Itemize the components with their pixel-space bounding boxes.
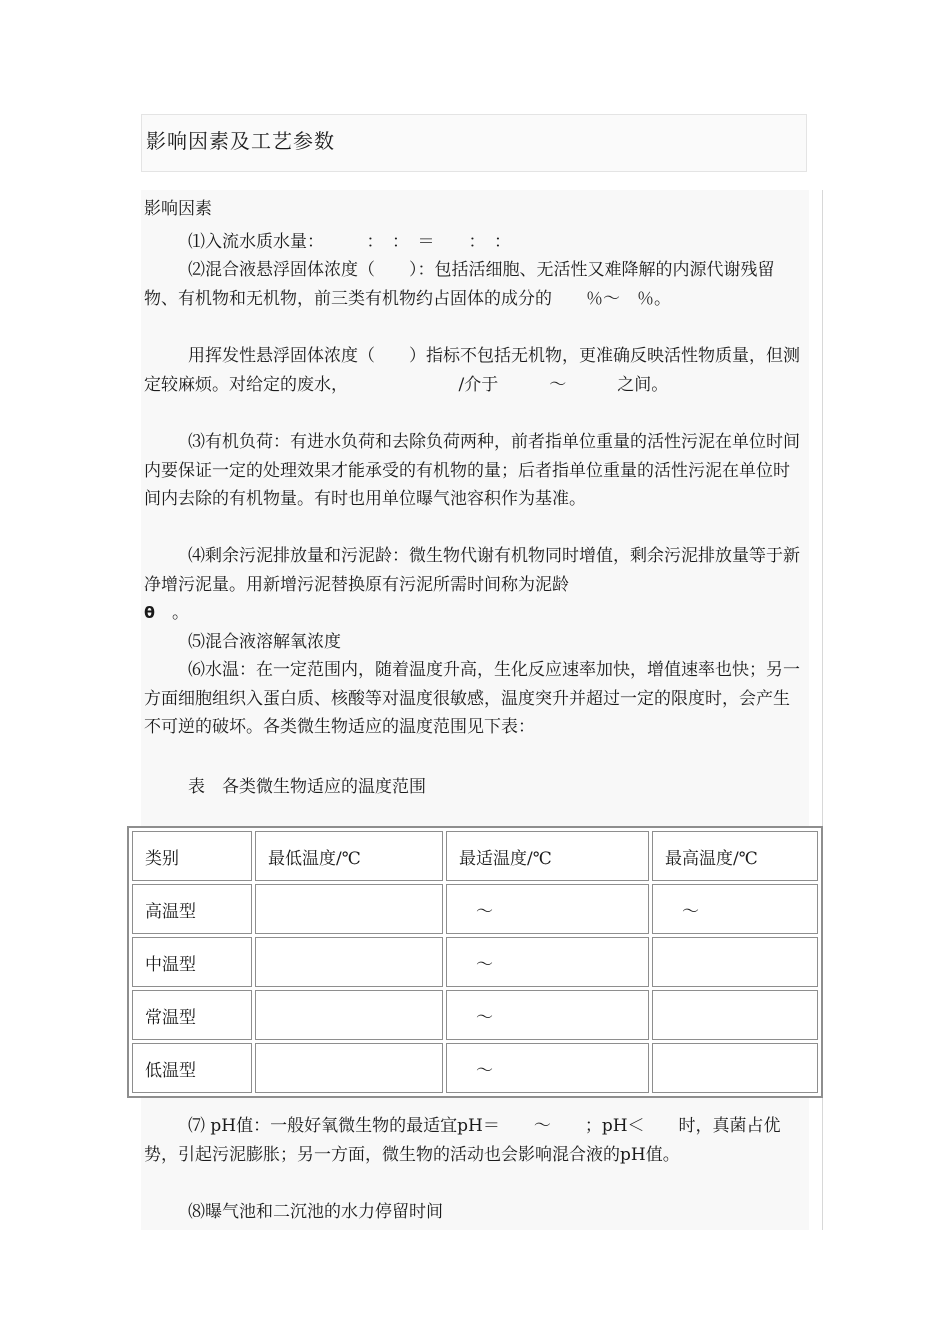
table-row bbox=[132, 990, 818, 1040]
table-row bbox=[132, 884, 818, 934]
table-cell: 中温型 bbox=[132, 937, 252, 987]
table-cell: ～ bbox=[652, 884, 818, 934]
paragraph-water-temp: ⑹水温：在一定范围内，随着温度升高，生化反应速率加快，增值速率也快；另一方面细胞组织入蛋白质、核酸等对温度很敏感，温度突升并超过一定的限度时，会产生不可逆的破坏。各类微生物适应的温度范围见下表： bbox=[144, 660, 800, 737]
table-cell: ～ bbox=[446, 884, 649, 934]
table-cell: 低温型 bbox=[132, 1043, 252, 1093]
paragraph-inflow: ⑴入流水质水量： ： ： ＝ ： ： bbox=[188, 232, 511, 252]
paragraph-mlvss: 用挥发性悬浮固体浓度（ ）指标不包括无机物，更准确反映活性物质量，但测定较麻烦。对给定的废水， /介于 ～ 之间。 bbox=[144, 346, 800, 395]
table-cell: ～ bbox=[446, 937, 649, 987]
theta-symbol: θ bbox=[144, 603, 155, 622]
section-heading: 影响因素 bbox=[144, 199, 212, 219]
title-box bbox=[141, 114, 807, 172]
table-cell bbox=[255, 990, 443, 1040]
table-cell: ～ bbox=[446, 990, 649, 1040]
table-cell: 常温型 bbox=[132, 990, 252, 1040]
table-cell bbox=[652, 990, 818, 1040]
table-row bbox=[132, 937, 818, 987]
table-cell bbox=[255, 1043, 443, 1093]
table-cell bbox=[255, 937, 443, 987]
table-header-row bbox=[132, 831, 818, 881]
paragraph-retention-time: ⑻曝气池和二沉池的水力停留时间 bbox=[188, 1202, 443, 1222]
header-cell: 类别 bbox=[132, 831, 252, 881]
paragraph-ph: ⑺ pH值：一般好氧微生物的最适宜pH＝ ～ ；pH＜ 时，真菌占优势，引起污泥膨胀；另一方面，微生物的活动也会影响混合液的pH值。 bbox=[144, 1116, 781, 1165]
paragraph-dissolved-oxygen: ⑸混合液溶解氧浓度 bbox=[188, 632, 341, 652]
page-title: 影响因素及工艺参数 bbox=[146, 129, 335, 153]
paragraph-sludge-age: ⑷剩余污泥排放量和污泥龄：微生物代谢有机物同时增值，剩余污泥排放量等于新净增污泥量。用新增污泥替换原有污泥所需时间称为泥龄 θ 。 bbox=[144, 546, 800, 623]
header-cell: 最适温度/℃ bbox=[446, 831, 649, 881]
table-cell bbox=[255, 884, 443, 934]
header-cell: 最低温度/℃ bbox=[255, 831, 443, 881]
table-cell bbox=[652, 937, 818, 987]
table-row bbox=[132, 1043, 818, 1093]
paragraph-organic-load: ⑶有机负荷：有进水负荷和去除负荷两种，前者指单位重量的活性污泥在单位时间内要保证一定的处理效果才能承受的有机物的量；后者指单位重量的活性污泥在单位时间内去除的有机物量。有时也用单位曝气池容积作为基准。 bbox=[144, 432, 800, 509]
table-caption: 表 各类微生物适应的温度范围 bbox=[188, 777, 426, 797]
temperature-table bbox=[127, 826, 823, 1098]
paragraph-mlss: ⑵混合液悬浮固体浓度（ ）：包括活细胞、无活性又难降解的内源代谢残留物、有机物和无机物，前三类有机物约占固体的成分的 ％～ ％。 bbox=[144, 260, 775, 309]
table-cell bbox=[652, 1043, 818, 1093]
table-cell: 高温型 bbox=[132, 884, 252, 934]
header-cell: 最高温度/℃ bbox=[652, 831, 818, 881]
table-cell: ～ bbox=[446, 1043, 649, 1093]
